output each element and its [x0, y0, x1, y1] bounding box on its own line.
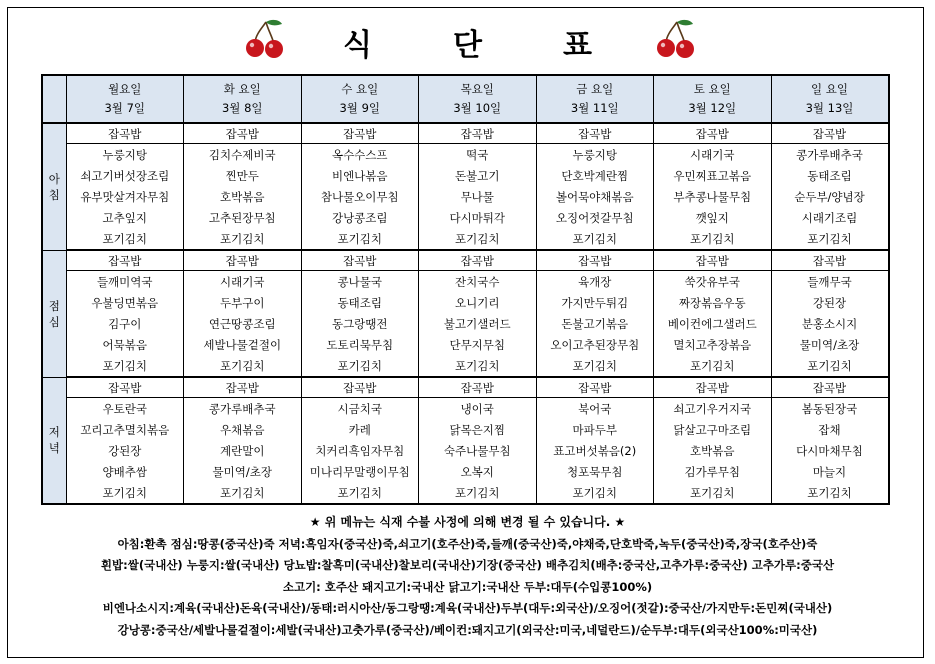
menu-item: 포기김치 [301, 482, 419, 504]
menu-item: 김가루무침 [654, 461, 772, 482]
menu-item: 잡곡밥 [771, 123, 889, 144]
menu-item: 잡곡밥 [419, 377, 537, 398]
day-date: 3월 10일 [453, 101, 502, 115]
day-name: 목요일 [460, 82, 494, 96]
menu-row [42, 165, 889, 186]
menu-row [42, 123, 889, 144]
menu-item: 세발나물겉절이 [184, 334, 302, 355]
day-name: 일 요일 [811, 82, 848, 96]
menu-item: 우토란국 [66, 398, 184, 420]
meal-label: 아 침 [42, 123, 66, 250]
menu-item: 베이컨에그샐러드 [654, 313, 772, 334]
menu-item: 물미역/초장 [184, 461, 302, 482]
menu-item: 오이고추된장무침 [536, 334, 654, 355]
day-name: 월요일 [108, 82, 142, 96]
menu-item: 동그랑땡전 [301, 313, 419, 334]
menu-row [42, 398, 889, 420]
menu-item: 치커리흑임자무침 [301, 440, 419, 461]
day-name: 수 요일 [341, 82, 379, 96]
menu-row [42, 250, 889, 271]
origin-line: 흰밥:쌀(국내산) 누룽지:쌀(국내산) 당뇨밥:찰흑미(국내산)찰보리(국내산)기장(중국산) 배추김치(배추:중국산,고추가루:중국산) 고추가루:중국산 [100, 558, 835, 572]
menu-item: 들깨무국 [771, 271, 889, 293]
day-header [654, 75, 772, 123]
menu-item: 미나리무말랭이무침 [301, 461, 419, 482]
menu-item: 강된장 [66, 440, 184, 461]
menu-item: 부추콩나물무침 [654, 186, 772, 207]
title-char: 단 [453, 28, 482, 63]
menu-item: 짜장볶음우동 [654, 292, 772, 313]
menu-item: 시래기국 [654, 144, 772, 166]
menu-item: 꼬리고추멸치볶음 [66, 419, 184, 440]
menu-item: 잡채 [771, 419, 889, 440]
menu-item: 멸치고추장볶음 [654, 334, 772, 355]
menu-row [42, 186, 889, 207]
menu-item: 포기김치 [771, 355, 889, 377]
menu-item: 계란말이 [184, 440, 302, 461]
menu-item: 포기김치 [184, 228, 302, 250]
menu-item: 우불딩면볶음 [66, 292, 184, 313]
menu-item: 닭목은지찜 [419, 419, 537, 440]
corner-cell [42, 75, 66, 123]
menu-item: 포기김치 [301, 228, 419, 250]
menu-item: 닭살고구마조림 [654, 419, 772, 440]
menu-item: 잡곡밥 [184, 250, 302, 271]
menu-item: 잡곡밥 [771, 377, 889, 398]
menu-item: 오니기리 [419, 292, 537, 313]
day-date: 3월 8일 [221, 101, 263, 115]
menu-item: 북어국 [536, 398, 654, 420]
menu-item: 잡곡밥 [419, 123, 537, 144]
menu-item: 김치수제비국 [184, 144, 302, 166]
menu-item: 도토리묵무침 [301, 334, 419, 355]
change-notice: ★ 위 메뉴는 식재 수불 사정에 의해 변경 될 수 있습니다. ★ [309, 515, 626, 529]
menu-item: 잡곡밥 [771, 250, 889, 271]
cherry-icon [655, 18, 697, 60]
menu-item: 잔치국수 [419, 271, 537, 293]
menu-item: 잡곡밥 [66, 377, 184, 398]
day-header [184, 75, 302, 123]
menu-item: 잡곡밥 [184, 377, 302, 398]
menu-row [42, 207, 889, 228]
day-header [771, 75, 889, 123]
menu-item: 콩나물국 [301, 271, 419, 293]
menu-item: 시래기조림 [771, 207, 889, 228]
menu-item: 잡곡밥 [301, 377, 419, 398]
menu-item: 고추된장무침 [184, 207, 302, 228]
menu-item: 포기김치 [536, 482, 654, 504]
menu-item: 호박볶음 [184, 186, 302, 207]
menu-item: 잡곡밥 [654, 123, 772, 144]
day-date: 3월 9일 [339, 101, 380, 115]
day-date: 3월 11일 [570, 101, 619, 115]
menu-row [42, 292, 889, 313]
menu-item: 포기김치 [536, 228, 654, 250]
menu-row [42, 144, 889, 166]
menu-item: 포기김치 [419, 482, 537, 504]
menu-item: 잡곡밥 [184, 123, 302, 144]
menu-row [42, 440, 889, 461]
menu-item: 고추잎지 [66, 207, 184, 228]
origin-line: 강낭콩:중국산/세발나물겉절이:세발(국내산)고춧가루(중국산)/베이컨:돼지고기(외국산:미국,네덜란드)/순두부:대두(외국산100%:미국산) [117, 622, 818, 637]
menu-item: 잡곡밥 [536, 123, 654, 144]
menu-item: 숙주나물무침 [419, 440, 537, 461]
menu-item: 잡곡밥 [66, 250, 184, 271]
menu-item: 볼어묵야채볶음 [536, 186, 654, 207]
menu-item: 잡곡밥 [536, 377, 654, 398]
menu-item: 포기김치 [66, 228, 184, 250]
menu-item: 무나물 [419, 186, 537, 207]
menu-item: 순두부/양념장 [771, 186, 889, 207]
menu-item: 우민찌표고볶음 [654, 165, 772, 186]
menu-row [42, 482, 889, 504]
day-header [536, 75, 654, 123]
menu-item: 참나물오이무침 [301, 186, 419, 207]
menu-item: 잡곡밥 [654, 250, 772, 271]
menu-item: 떡국 [419, 144, 537, 166]
menu-item: 봄동된장국 [771, 398, 889, 420]
menu-item: 우채볶음 [184, 419, 302, 440]
menu-item: 다시마튀각 [419, 207, 537, 228]
menu-item: 단호박계란찜 [536, 165, 654, 186]
menu-item: 잡곡밥 [419, 250, 537, 271]
menu-item: 포기김치 [184, 355, 302, 377]
menu-item: 찐만두 [184, 165, 302, 186]
menu-item: 오징어젓갈무침 [536, 207, 654, 228]
menu-item: 잡곡밥 [66, 123, 184, 144]
menu-item: 누룽지탕 [66, 144, 184, 166]
menu-item: 분홍소시지 [771, 313, 889, 334]
menu-item: 동태조림 [771, 165, 889, 186]
menu-item: 다시마채무침 [771, 440, 889, 461]
menu-item: 포기김치 [654, 355, 772, 377]
menu-row [42, 313, 889, 334]
menu-item: 가지만두튀김 [536, 292, 654, 313]
origin-line: 비엔나소시지:계육(국내산)돈육(국내산)/동태:러시아산/동그랑땡:계육(국내산)두부(대두:외국산)/오징어(젓갈):중국산/가지만두:돈민찌(국내산) [102, 601, 833, 615]
menu-item: 시금치국 [301, 398, 419, 420]
menu-table [41, 74, 890, 505]
menu-item: 잡곡밥 [301, 250, 419, 271]
menu-item: 육개장 [536, 271, 654, 293]
menu-item: 포기김치 [184, 482, 302, 504]
meal-label: 저 녁 [42, 377, 66, 504]
day-header [419, 75, 537, 123]
menu-item: 불고기샐러드 [419, 313, 537, 334]
menu-item: 쑥갓유부국 [654, 271, 772, 293]
menu-item: 강낭콩조림 [301, 207, 419, 228]
menu-item: 물미역/초장 [771, 334, 889, 355]
menu-item: 연근땅콩조림 [184, 313, 302, 334]
menu-item: 강된장 [771, 292, 889, 313]
menu-item: 카레 [301, 419, 419, 440]
menu-item: 비엔나볶음 [301, 165, 419, 186]
menu-row [42, 271, 889, 293]
menu-item: 옥수수스프 [301, 144, 419, 166]
menu-item: 유부맛살겨자무침 [66, 186, 184, 207]
origin-line: 아침:환촉 점심:땅콩(중국산)죽 저녁:흑임자(중국산)죽,쇠고기(호주산)죽,들깨(중국산)죽,야채죽,단호박죽,녹두(중국산)죽,장국(호주산)죽 [117, 536, 818, 551]
meal-label: 점 심 [42, 250, 66, 377]
page-title [0, 20, 935, 64]
menu-item: 콩가루배추국 [184, 398, 302, 420]
day-date: 3월 13일 [805, 101, 854, 115]
day-date: 3월 12일 [688, 101, 737, 115]
menu-item: 잡곡밥 [654, 377, 772, 398]
menu-item: 포기김치 [66, 355, 184, 377]
menu-item: 호박볶음 [654, 440, 772, 461]
menu-row [42, 334, 889, 355]
menu-item: 잡곡밥 [536, 250, 654, 271]
menu-item: 포기김치 [771, 482, 889, 504]
menu-item: 포기김치 [419, 355, 537, 377]
day-name: 금 요일 [576, 82, 614, 96]
menu-row [42, 355, 889, 377]
menu-item: 냉이국 [419, 398, 537, 420]
menu-row [42, 461, 889, 482]
menu-item: 김구이 [66, 313, 184, 334]
menu-item: 표고버섯볶음(2) [536, 440, 654, 461]
day-header-row [42, 75, 889, 123]
menu-item: 콩가루배추국 [771, 144, 889, 166]
menu-item: 포기김치 [536, 355, 654, 377]
day-name: 토 요일 [693, 82, 731, 96]
menu-item: 시래기국 [184, 271, 302, 293]
menu-item: 두부구이 [184, 292, 302, 313]
menu-item: 돈불고기 [419, 165, 537, 186]
title-row [0, 18, 935, 64]
day-header [301, 75, 419, 123]
menu-item: 포기김치 [301, 355, 419, 377]
menu-item: 동태조림 [301, 292, 419, 313]
menu-item: 오복지 [419, 461, 537, 482]
menu-item: 쇠고기우거지국 [654, 398, 772, 420]
menu-item: 어묵볶음 [66, 334, 184, 355]
menu-item: 포기김치 [419, 228, 537, 250]
menu-item: 깻잎지 [654, 207, 772, 228]
title-char: 표 [563, 28, 592, 63]
day-name: 화 요일 [223, 82, 261, 96]
menu-item: 돈불고기볶음 [536, 313, 654, 334]
menu-item: 단무지무침 [419, 334, 537, 355]
menu-item: 잡곡밥 [301, 123, 419, 144]
menu-item: 포기김치 [66, 482, 184, 504]
menu-row [42, 228, 889, 250]
menu-item: 청포묵무침 [536, 461, 654, 482]
day-header [66, 75, 184, 123]
origin-line: 소고기: 호주산 돼지고기:국내산 닭고기:국내산 두부:대두(수입콩100%) [282, 579, 653, 594]
menu-item: 포기김치 [771, 228, 889, 250]
menu-item: 들깨미역국 [66, 271, 184, 293]
title-char: 식 [343, 28, 372, 63]
menu-item: 마늘지 [771, 461, 889, 482]
notes [0, 512, 935, 641]
menu-item: 누룽지탕 [536, 144, 654, 166]
menu-item: 양배추쌈 [66, 461, 184, 482]
menu-item: 마파두부 [536, 419, 654, 440]
menu-item: 쇠고기버섯장조림 [66, 165, 184, 186]
day-date: 3월 7일 [104, 101, 145, 115]
menu-item: 포기김치 [654, 482, 772, 504]
menu-row [42, 377, 889, 398]
menu-row [42, 419, 889, 440]
menu-item: 포기김치 [654, 228, 772, 250]
